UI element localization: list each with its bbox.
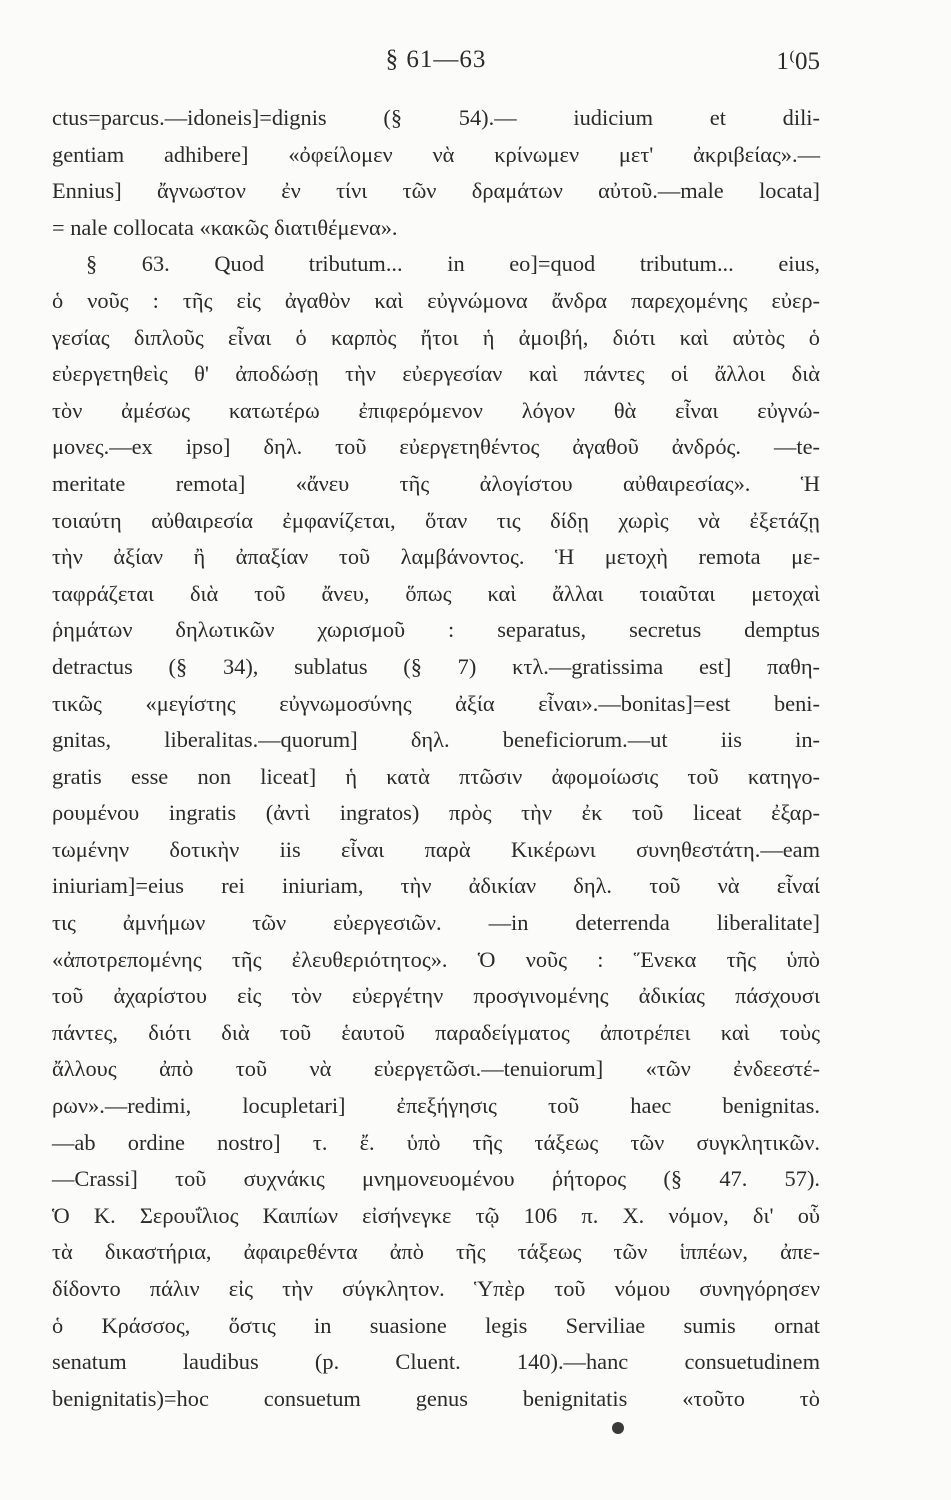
section-reference: § 61—63 (385, 46, 487, 73)
page-number: 1⁽05 (776, 48, 820, 75)
text-line: meritate remota] «ἄνευ τῆς ἀλογίστου αὐθαιρεσίας». Ἡ (52, 470, 820, 496)
text-line: ἄλλους ἀπὸ τοῦ νὰ εὐεργετῶσι.—tenuiorum] «τῶν ἐνδεεστέ- (52, 1056, 820, 1082)
text-line: gentiam adhibere] «ὀφείλομεν νὰ κρίνωμεν μετ' ἀκριβείας».— (52, 141, 820, 167)
text-line: τωμένην δοτικὴν iis εἶναι παρὰ Κικέρωνι συνηθεστάτη.—eam (52, 836, 820, 862)
text-line: γεσίας διπλοῦς εἶναι ὁ καρπὸς ἤτοι ἡ ἀμοιβή, διότι καὶ αὐτὸς ὁ (52, 324, 820, 350)
text-line: τὰ δικαστήρια, ἀφαιρεθέντα ἀπὸ τῆς τάξεως τῶν ἱππέων, ἀπε- (52, 1239, 820, 1265)
text-line: τὸν ἀμέσως κατωτέρω ἐπιφερόμενον λόγον θὰ εἶναι εὐγνώ- (52, 397, 820, 423)
text-line: ρων».—redimi, locupletari] ἐπεξήγησις τοῦ haec benignitas. (52, 1093, 820, 1119)
text-line: gnitas, liberalitas.—quorum] δηλ. beneficiorum.—ut iis in- (52, 727, 820, 753)
text-line: «ἀποτρεπομένης τῆς ἐλευθεριότητος». Ὁ νοῦς : Ἕνεκα τῆς ὑπὸ (52, 946, 820, 972)
text-line: ταφράζεται διὰ τοῦ ἄνευ, ὅπως καὶ ἄλλαι τοιαῦται μετοχαὶ (52, 580, 820, 606)
text-line: τοῦ ἀχαρίστου εἰς τὸν εὐεργέτην προσγινομένης ἀδικίας πάσχουσι (52, 983, 820, 1009)
text-line: τοιαύτη αὐθαιρεσία ἐμφανίζεται, ὅταν τις δίδῃ χωρὶς νὰ ἐξετάζῃ (52, 507, 820, 533)
text-line: senatum laudibus (p. Cluent. 140).—hanc consuetudinem (52, 1349, 820, 1375)
text-line: —Crassi] τοῦ συχνάκις μνημονευομένου ῥήτορος (§ 47. 57). (52, 1166, 820, 1192)
text-line: ρουμένου ingratis (ἀντὶ ingratos) πρὸς τὴν ἐκ τοῦ liceat ἐξαρ- (52, 800, 820, 826)
text-line: τις ἀμνήμων τῶν εὐεργεσιῶν. —in deterrenda liberalitate] (52, 910, 820, 936)
text-line: —ab ordine nostro] τ. ἔ. ὑπὸ τῆς τάξεως τῶν συγκλητικῶν. (52, 1129, 820, 1155)
text-line: Ennius] ἄγνωστον ἐν τίνι τῶν δραμάτων αὐτοῦ.—male locata] (52, 178, 820, 204)
text-line: gratis esse non liceat] ἡ κατὰ πτῶσιν ἀφομοίωσις τοῦ κατηγο- (52, 763, 820, 789)
text-line: iniuriam]=eius rei iniuriam, τὴν ἀδικίαν δηλ. τοῦ νὰ εἶναί (52, 873, 820, 899)
text-line: ῥημάτων δηλωτικῶν χωρισμοῦ : separatus, secretus demptus (52, 617, 820, 643)
text-line: τικῶς «μεγίστης εὐγνωμοσύνης ἀξία εἶναι».—bonitas]=est beni- (52, 690, 820, 716)
text-line: δίδοντο πάλιν εἰς τὴν σύγκλητον. Ὑπὲρ τοῦ νόμου συνηγόρησεν (52, 1276, 820, 1301)
text-line: Ὁ Κ. Σερουΐλιος Καιπίων εἰσήνεγκε τῷ 106 π. Χ. νόμον, δι' οὗ (52, 1202, 820, 1228)
text-line: ὁ Κράσσος, ὅστις in suasione legis Serviliae sumis ornat (52, 1312, 820, 1338)
page-header (52, 46, 820, 82)
text-line: εὐεργετηθεὶς θ' ἀποδώσῃ τὴν εὐεργεσίαν καὶ πάντες οἱ ἄλλοι διὰ (52, 361, 820, 387)
text-line: τὴν ἀξίαν ἢ ἀπαξίαν τοῦ λαμβάνοντος. Ἡ μετοχὴ remota με- (52, 544, 820, 570)
text-line: πάντες, διότι διὰ τοῦ ἑαυτοῦ παραδείγματος ἀποτρέπει καὶ τοὺς (52, 1019, 820, 1045)
text-line: benignitatis)=hoc consuetum genus benignitatis «τοῦτο τὸ (52, 1385, 820, 1411)
text-line: detractus (§ 34), sublatus (§ 7) κτλ.—gratissima est] παθη- (52, 653, 820, 679)
commentary-text (52, 100, 820, 1417)
text-line: ctus=parcus.—idoneis]=dignis (§ 54).— iudicium et dili- (52, 105, 820, 130)
ink-spot-icon (612, 1422, 624, 1434)
text-line: ὁ νοῦς : τῆς εἰς ἀγαθὸν καὶ εὐγνώμονα ἄνδρα παρεχομένης εὐερ- (52, 287, 820, 313)
text-line: = nale collocata «κακῶς διατιθέμενα». (52, 214, 398, 240)
text-line: § 63. Quod tributum... in eo]=quod tributum... eius, (86, 251, 820, 277)
text-line: μονες.—ex ipso] δηλ. τοῦ εὐεργετηθέντος ἀγαθοῦ ἀνδρός. —te- (52, 434, 820, 460)
